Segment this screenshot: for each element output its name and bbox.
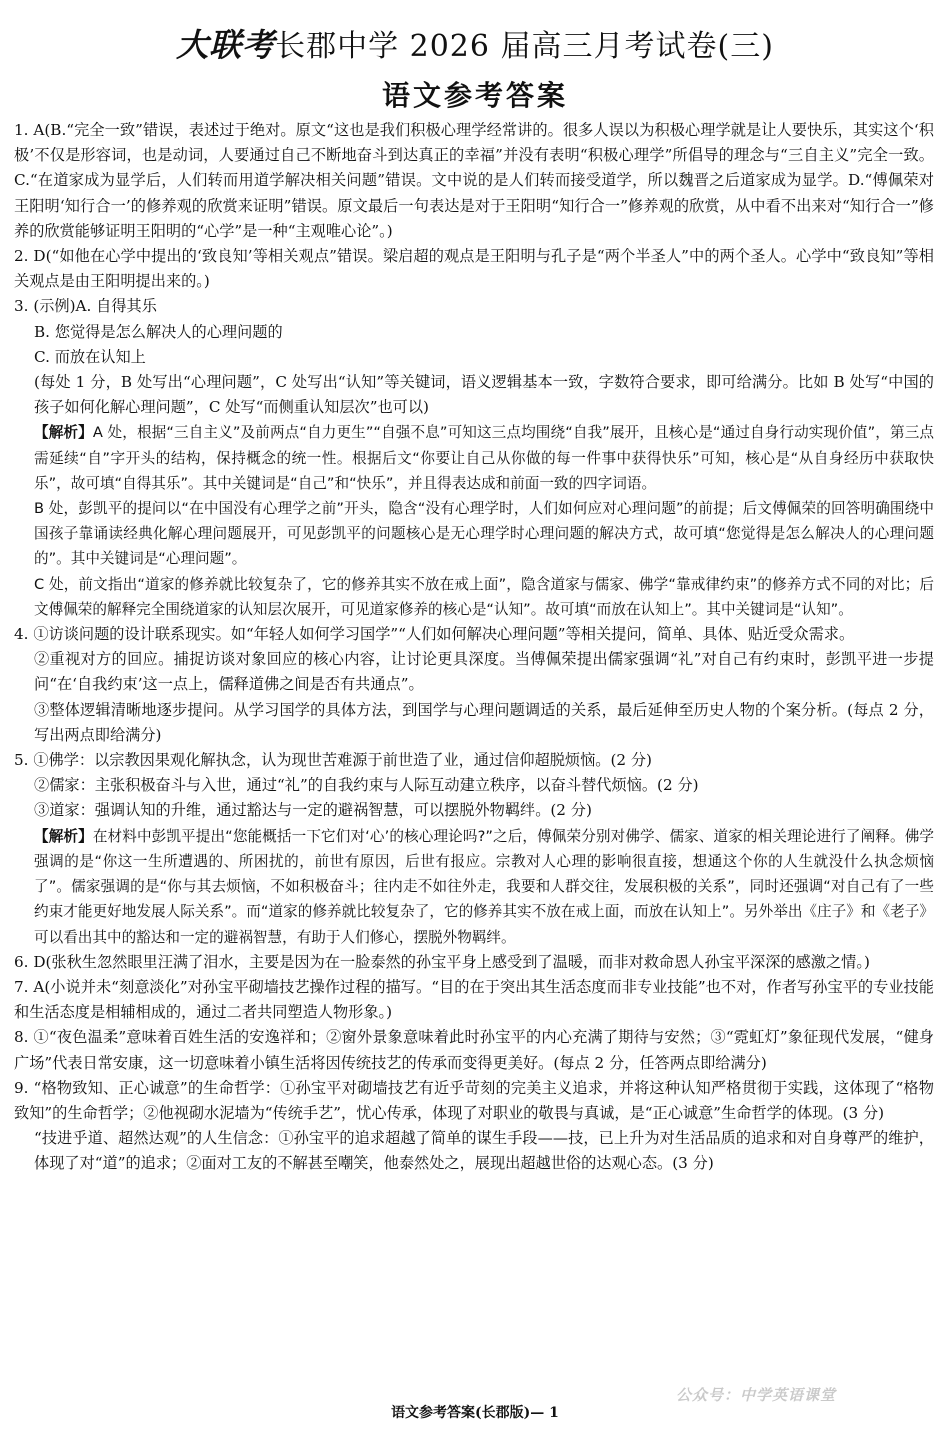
answer-q4-point1: 4. ①访谈问题的设计联系现实。如“年轻人如何学习国学”“人们如何解决心理问题”等相关提问，简单、具体、贴近受众需求。 [14, 625, 855, 644]
answer-q4-point3: ③整体逻辑清晰地逐步提问。从学习国学的具体方法，到国学与心理问题调适的关系，最后延伸至历史人物的个案分析。(每点 2 分，写出两点即给满分) [34, 700, 934, 744]
answers-body [14, 118, 934, 1177]
answer-q5-analysis [14, 824, 934, 950]
answer-q1: 1. A(B.“完全一致”错误，表述过于绝对。原文“这也是我们积极心理学经常讲的。很多人误以为积极心理学就是让人要快乐，其实这个‘积极’不仅是形容词，也是动词，人要通过自己不断地奋斗到达真正的幸福”并没有表明“积极心理学”所倡导的理念与“三自主义”完全一致。C.“在道家成为显学后，人们转而用道学解决相关问题”错误。文中说的是人们转而接受道学，所以魏晋之后道家成为显学。D.“傅佩荣对王阳明‘知行合一’的修养观的欣赏来证明”错误。原文最后一句表达是对于王阳明“知行合一”修养观的欣赏，从中看不出来对“知行合一”修养的欣赏能够证明王阳明的“心学”是一种“主观唯心论”。) [14, 121, 934, 240]
answer-q5-point2: ②儒家：主张积极奋斗与入世，通过“礼”的自我约束与人际互动建立秩序，以奋斗替代烦恼。(2 分) [34, 776, 699, 795]
exam-title [0, 20, 950, 66]
answer-q3-analysis-b: B 处，彭凯平的提问以“在中国没有心理学之前”开头，隐含“没有心理学时，人们如何应对心理问题”的前提；后文傅佩荣的回答明确围绕中国孩子靠诵读经典化解心理问题展开，可见彭凯平的问题核心是无心理学时心理问题的解决方式，故可填“您觉得是怎么解决人的心理问题的”。其中关键词是“心理问题”。 [34, 500, 934, 568]
answer-q3-analysis-c: C 处，前文指出“道家的修养就比较复杂了，它的修养其实不放在戒上面”，隐含道家与儒家、佛学“靠戒律约束”的修养方式不同的对比；后文傅佩荣的解释完全围绕道家的认知层次展开，可见道家修养的核心是“认知”。故可填“而放在认知上”。其中关键词是“认知”。 [34, 575, 934, 618]
answer-q3-analysis-a [14, 420, 934, 496]
answer-q2: 2. D(“如他在心学中提出的‘致良知’等相关观点”错误。梁启超的观点是王阳明与孔子是“两个半圣人”中的两个圣人。心学中“致良知”等相关观点是由王阳明提出来的。) [14, 247, 934, 291]
school-exam-name: 长郡中学 2026 届高三月考试卷(三) [275, 29, 774, 64]
answer-q3-scoring: (每处 1 分，B 处写出“心理问题”，C 处写出“认知”等关键词，语义逻辑基本一致，字数符合要求，即可给满分。比如 B 处写“中国的孩子如何化解心理问题”，C 处写“而侧重认知层次”也可以) [34, 373, 934, 417]
answer-q9-part1: 9. “格物致知、正心诚意”的生命哲学：①孙宝平对砌墙技艺有近乎苛刻的完美主义追求，并将这种认知严格贯彻于实践，这体现了“格物致知”的生命哲学；②他视砌水泥墙为“传统手艺”，忧心传承，体现了对职业的敬畏与真诚，是“正心诚意”生命哲学的体现。(3 分) [14, 1078, 934, 1122]
brand-logo-text: 大联考 [176, 26, 276, 64]
answer-q7: 7. A(小说并未“刻意淡化”对孙宝平砌墙技艺操作过程的描写。“目的在于突出其生活态度而非专业技能”也不对，作者写孙宝平的专业技能和生活态度是相辅相成的，通过二者共同塑造人物形象。) [14, 977, 934, 1022]
answer-q9-part2: “技进乎道、超然达观”的人生信念：①孙宝平的追求超越了简单的谋生手段——技，已上升为对生活品质的追求和对自身尊严的维护，体现了对“道”的追求；②面对工友的不解甚至嘲笑，他泰然处之，展现出超越世俗的达观心态。(3 分) [34, 1129, 934, 1173]
answer-q4-point2: ②重视对方的回应。捕捉访谈对象回应的核心内容，让讨论更具深度。当傅佩荣提出儒家强调“礼”对自己有约束时，彭凯平进一步提问“在‘自我约束’这一点上，儒释道佛之间是否有共通点”。 [34, 650, 934, 694]
page-footer: 语文参考答案(长郡版)— 1 [391, 1405, 559, 1421]
analysis-tag: 【解析】 [34, 827, 93, 845]
answer-q3-c: C. 而放在认知上 [34, 347, 146, 366]
answer-q3-a: 3. (示例)A. 自得其乐 [14, 297, 157, 316]
answer-q8: 8. ①“夜色温柔”意味着百姓生活的安逸祥和；②窗外景象意味着此时孙宝平的内心充满了期待与安然；③“霓虹灯”象征现代发展，“健身广场”代表日常安康，这一切意味着小镇生活将因传统技艺的传承而变得更美好。(每点 2 分，任答两点即给满分) [14, 1028, 934, 1072]
answer-q5-point3: ③道家：强调认知的升维，通过豁达与一定的避祸智慧，可以摆脱外物羁绊。(2 分) [34, 801, 592, 820]
analysis-text: A 处，根据“三自主义”及前两点“自力更生”“自强不息”可知这三点均围绕“自我”展开，且核心是“通过自身行动实现价值”，第三点需延续“自”字开头的结构，保持概念的统一性。根据后文“你要让自己从你做的每一件事中获得快乐”可知，核心是“从自身经历中获取快乐”，故可填“自得其乐”。其中关键词是“自己”和“快乐”，并且得表达成和前面一致的四字词语。 [34, 424, 934, 492]
answer-q5-point1: 5. ①佛学：以宗教因果观化解执念，认为现世苦难源于前世造了业，通过信仰超脱烦恼。(2 分) [14, 751, 652, 770]
answer-q6: 6. D(张秋生忽然眼里汪满了泪水，主要是因为在一脸泰然的孙宝平身上感受到了温暖，而非对救命恩人孙宝平深深的感激之情。) [14, 952, 870, 971]
watermark-text: 公众号：中学英语课堂 [676, 1386, 837, 1404]
answer-q3-b: B. 您觉得是怎么解决人的心理问题的 [34, 322, 283, 341]
analysis-tag: 【解析】 [34, 424, 93, 442]
page-subtitle: 语文参考答案 [381, 79, 568, 112]
analysis-text: 在材料中彭凯平提出“您能概括一下它们对‘心’的核心理论吗?”之后，傅佩荣分别对佛学、儒家、道家的相关理论进行了阐释。佛学强调的是“你这一生所遭遇的、所困扰的，前世有原因，后世有报应。宗教对人心理的影响很直接，想通这个你的人生就没什么执念烦恼了”。儒家强调的是“你与其去烦恼，不如积极奋斗；往内走不如往外走，我要和人群交往，发展积极的关系”，同时还强调“对自己有了一些约束才能更好地发展人际关系”。而“道家的修养就比较复杂了，它的修养其实不放在戒上面，而放在认知上”。另外举出《庄子》和《老子》可以看出其中的豁达和一定的避祸智慧，有助于人们修心，摆脱外物羁绊。 [34, 827, 934, 946]
